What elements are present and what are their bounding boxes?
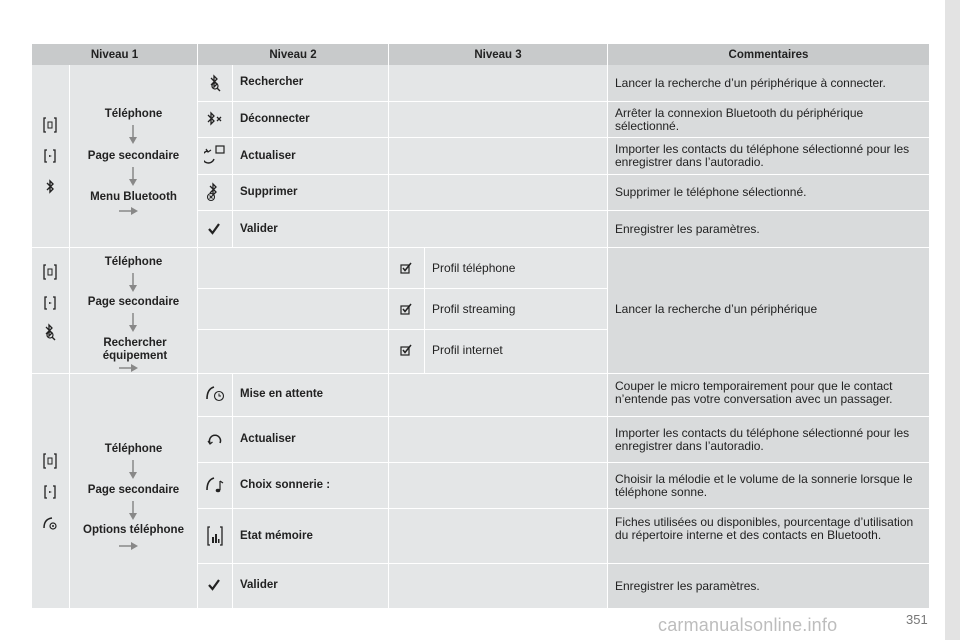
- check-icon[interactable]: [207, 578, 221, 592]
- row-label-actualiser[interactable]: Actualiser: [240, 433, 296, 445]
- comment-mise-en-attente: Couper le micro temporairement pour que le contact n’entende pas votre conversation avec un passager.: [615, 379, 893, 406]
- bluetooth-disconnect-icon[interactable]: [205, 110, 225, 128]
- right-arrow-icon: [119, 364, 139, 372]
- comment-valider: Enregistrer les paramètres.: [615, 579, 760, 593]
- refresh-icon[interactable]: [206, 431, 224, 449]
- checkbox-icon[interactable]: [400, 344, 412, 356]
- row-label-mise-en-attente[interactable]: Mise en attente: [240, 388, 324, 400]
- bluetooth-search-icon[interactable]: [206, 74, 224, 92]
- secondary-page-icon: [41, 147, 59, 165]
- nav-page-secondaire: Page secondaire: [87, 296, 180, 308]
- page-edge-bar: [945, 0, 960, 640]
- nav-menu-bluetooth: Menu Bluetooth: [90, 191, 177, 203]
- nav-options-telephone: Options téléphone: [83, 524, 184, 536]
- secondary-page-icon: [41, 294, 59, 312]
- comment-rechercher: Lancer la recherche d’un périphérique à connecter.: [615, 76, 886, 90]
- row-label-valider[interactable]: Valider: [240, 223, 278, 235]
- page-number: 351: [906, 612, 928, 627]
- check-icon[interactable]: [207, 222, 221, 236]
- comment-actualiser: Importer les contacts du téléphone sélectionné pour les enregistrer dans l’autoradio.: [615, 426, 910, 453]
- checkbox-icon[interactable]: [400, 303, 412, 315]
- bluetooth-icon: [41, 178, 59, 196]
- down-arrow-icon: [128, 125, 138, 145]
- phone-frame-icon: [41, 116, 59, 134]
- nav-rechercher-equipement: Rechercher équipement: [102, 337, 168, 362]
- phone-options-icon: [41, 514, 59, 532]
- comment-deconnecter: Arrêter la connexion Bluetooth du périphérique sélectionné.: [615, 106, 864, 133]
- nav-page-secondaire: Page secondaire: [87, 484, 180, 496]
- comment-etat-memoire: Fiches utilisées ou disponibles, pourcentage d’utilisation du répertoire interne et des contacts en Bluetooth.: [615, 515, 914, 542]
- right-arrow-icon: [119, 542, 139, 550]
- comment-rechercher-peripherique: Lancer la recherche d’un périphérique: [615, 302, 818, 316]
- checkbox-icon[interactable]: [400, 262, 412, 274]
- row-label-supprimer[interactable]: Supprimer: [240, 186, 298, 198]
- row-label-actualiser[interactable]: Actualiser: [240, 150, 296, 162]
- comment-supprimer: Supprimer le téléphone sélectionné.: [615, 185, 807, 199]
- ringtone-icon[interactable]: [204, 475, 226, 495]
- watermark: carmanualsonline.info: [658, 615, 838, 635]
- row-label-deconnecter[interactable]: Déconnecter: [240, 113, 310, 125]
- option-profil-streaming[interactable]: Profil streaming: [432, 302, 516, 316]
- row-label-rechercher[interactable]: Rechercher: [240, 76, 304, 88]
- down-arrow-icon: [128, 313, 138, 333]
- bluetooth-delete-icon[interactable]: [205, 182, 225, 202]
- phone-hold-icon[interactable]: [204, 384, 226, 404]
- phone-frame-icon: [41, 263, 59, 281]
- option-profil-internet[interactable]: Profil internet: [432, 343, 503, 357]
- nav-page-secondaire: Page secondaire: [87, 150, 180, 162]
- nav-telephone: Téléphone: [104, 256, 163, 268]
- nav-telephone: Téléphone: [104, 443, 163, 455]
- header-niveau-1: Niveau 1: [90, 48, 139, 61]
- header-niveau-2: Niveau 2: [269, 48, 317, 61]
- comment-choix-sonnerie: Choisir la mélodie et le volume de la sonnerie lorsque le téléphone sonne.: [615, 472, 913, 499]
- phone-frame-icon: [41, 452, 59, 470]
- down-arrow-icon: [128, 167, 138, 187]
- header-commentaires: Commentaires: [728, 48, 809, 61]
- down-arrow-icon: [128, 501, 138, 521]
- option-profil-telephone[interactable]: Profil téléphone: [432, 261, 516, 275]
- contacts-refresh-icon[interactable]: [204, 145, 226, 165]
- secondary-page-icon: [41, 483, 59, 501]
- down-arrow-icon: [128, 273, 138, 293]
- comment-actualiser: Importer les contacts du téléphone sélectionné pour les enregistrer dans l’autoradio.: [615, 142, 910, 169]
- down-arrow-icon: [128, 460, 138, 480]
- header-niveau-3: Niveau 3: [474, 48, 522, 61]
- row-label-valider[interactable]: Valider: [240, 579, 278, 591]
- right-arrow-icon: [119, 207, 139, 215]
- memory-status-icon[interactable]: [205, 525, 225, 547]
- comment-valider: Enregistrer les paramètres.: [615, 222, 760, 236]
- bluetooth-search-icon: [41, 323, 59, 341]
- row-label-etat-memoire[interactable]: Etat mémoire: [240, 530, 313, 542]
- nav-telephone: Téléphone: [104, 108, 163, 120]
- row-label-choix-sonnerie[interactable]: Choix sonnerie :: [240, 479, 331, 491]
